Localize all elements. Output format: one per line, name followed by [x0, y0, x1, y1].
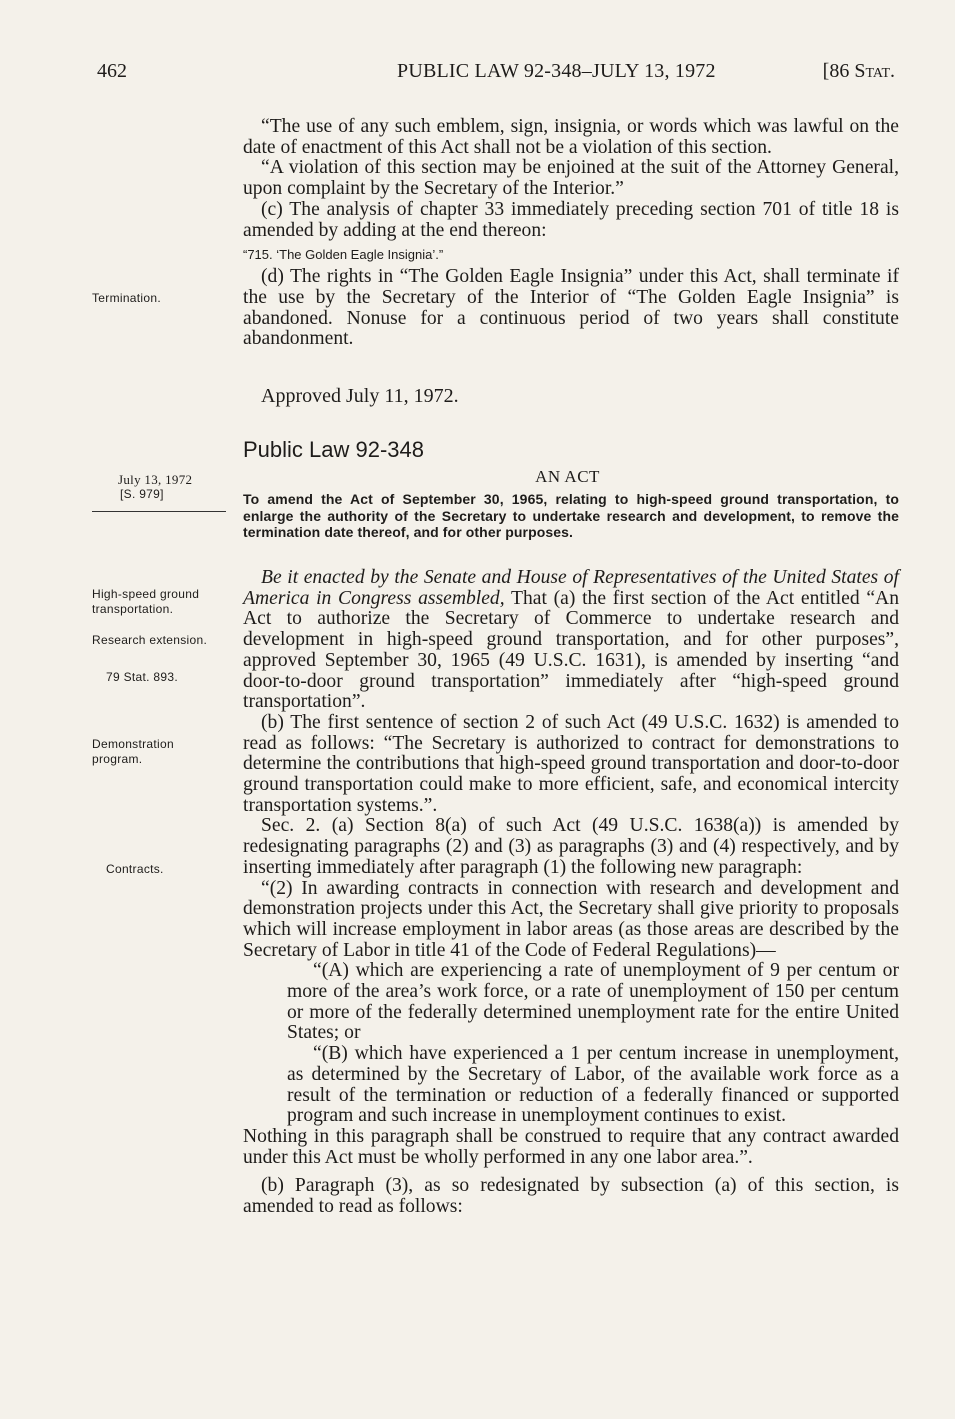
page-number: 462 [97, 60, 127, 82]
public-law-number: Public Law 92-348 [243, 437, 425, 462]
act-purpose: To amend the Act of September 30, 1965, relating to high-speed ground transportation, to enlarge the authority of the Secretary to undertake research and development, to remove the termination date thereof, and for other purposes. [243, 491, 899, 540]
section-2b: (b) Paragraph (3), as so redesignated by subsection (a) of this section, is amended to read as follows: [243, 1175, 899, 1218]
paragraph-emblem-lawful: “The use of any such emblem, sign, insignia, or words which was lawful on the date of enactment of this Act shall not be a violation of this section. [243, 116, 899, 158]
margin-note-research: Research extension. [92, 633, 208, 647]
an-act-heading: AN ACT [535, 467, 600, 486]
margin-note-bill: [S. 979] [120, 487, 164, 501]
nothing-clause: Nothing in this paragraph shall be construed to require that any contract awarded under this Act must be wholly performed in any one labor area.”. [243, 1125, 899, 1168]
margin-note-contracts: Contracts. [106, 862, 164, 876]
approved-date: Approved July 11, 1972. [261, 385, 459, 407]
margin-note-highspeed: High-speed ground transportation. [92, 587, 200, 616]
heading-rule [92, 511, 226, 512]
page-header [97, 60, 895, 90]
main-text [243, 568, 899, 1218]
clause-b: “(B) which have experienced a 1 per centum increase in unemployment, as determined by the Secretary of Labor, of the available work force as a result of the termination or reduction of a federally financed or supported program and such increase in unemployment continues to exist. [287, 1043, 899, 1127]
enacting-clause [243, 568, 899, 713]
margin-note-demonstration: Demonstration program. [92, 737, 174, 766]
paragraph-violation: “A violation of this section may be enjoined at the suit of the Attorney General, upon complaint by the Secretary of the Interior.” [243, 157, 899, 200]
margin-note-date: July 13, 1972 [118, 472, 193, 487]
paragraph-analysis: (c) The analysis of chapter 33 immediately preceding section 701 of title 18 is amended by adding at the end thereon: [243, 198, 899, 241]
paragraph-termination: (d) The rights in “The Golden Eagle Insignia” under this Act, shall terminate if the use by the Secretary of the Interior of “The Golden Eagle Insignia” is abandoned. Nonuse for a continuous period of two years shall constitute abandonment. [243, 266, 899, 350]
margin-note-termination: Termination. [92, 291, 161, 305]
clause-a: “(A) which are experiencing a rate of unemployment of 9 per centum or more of the area’s work force, or a rate of unemployment of 150 per centum or more of the federally determined unemployment rate for the entire United States; or [287, 960, 899, 1044]
paragraph-insignia-entry: “715. ‘The Golden Eagle Insignia’.” [243, 247, 444, 263]
running-title: PUBLIC LAW 92-348–JULY 13, 1972 [397, 60, 716, 82]
enacting-formula: Be it enacted by the Senate and House of Representatives of the United States of America in Congress assembled, [243, 567, 899, 609]
new-paragraph-2: “(2) In awarding contracts in connection with research and development and demonstration projects under this Act, the Secretary shall give priority to proposals which will increase employment in labor areas (as those areas are described by the Secretary of Labor in title 41 of the Code of Federal Regulations)— [243, 877, 899, 961]
section-2a: Sec. 2. (a) Section 8(a) of such Act (49 U.S.C. 1638(a)) is amended by redesignating paragraphs (2) and (3) as paragraphs (3) and (4) respectively, and by inserting immediately after paragraph (1) the following new paragraph: [243, 815, 899, 878]
section-1a-text: That (a) the first section of the Act entitled “An Act to authorize the Secretary of Commerce to undertake research and development in high-speed ground transportation, and for other purposes”, approved September 30, 1965 (49 U.S.C. 1631), is amended by inserting “and door-to-door ground transportation” immediately after “high-speed ground transportation”. [243, 587, 900, 713]
statute-reference: [86 Stat. [822, 60, 895, 82]
section-1b: (b) The first sentence of section 2 of such Act (49 U.S.C. 1632) is amended to read as follows: “The Secretary is authorized to contract for demonstrations to determine the contributions that high-speed ground transportation and door-to-door ground transportation could make to more efficient, safe, and economical intercity transportation systems.”. [243, 711, 899, 816]
continuation-text [243, 117, 899, 350]
margin-note-stat: 79 Stat. 893. [106, 670, 178, 684]
